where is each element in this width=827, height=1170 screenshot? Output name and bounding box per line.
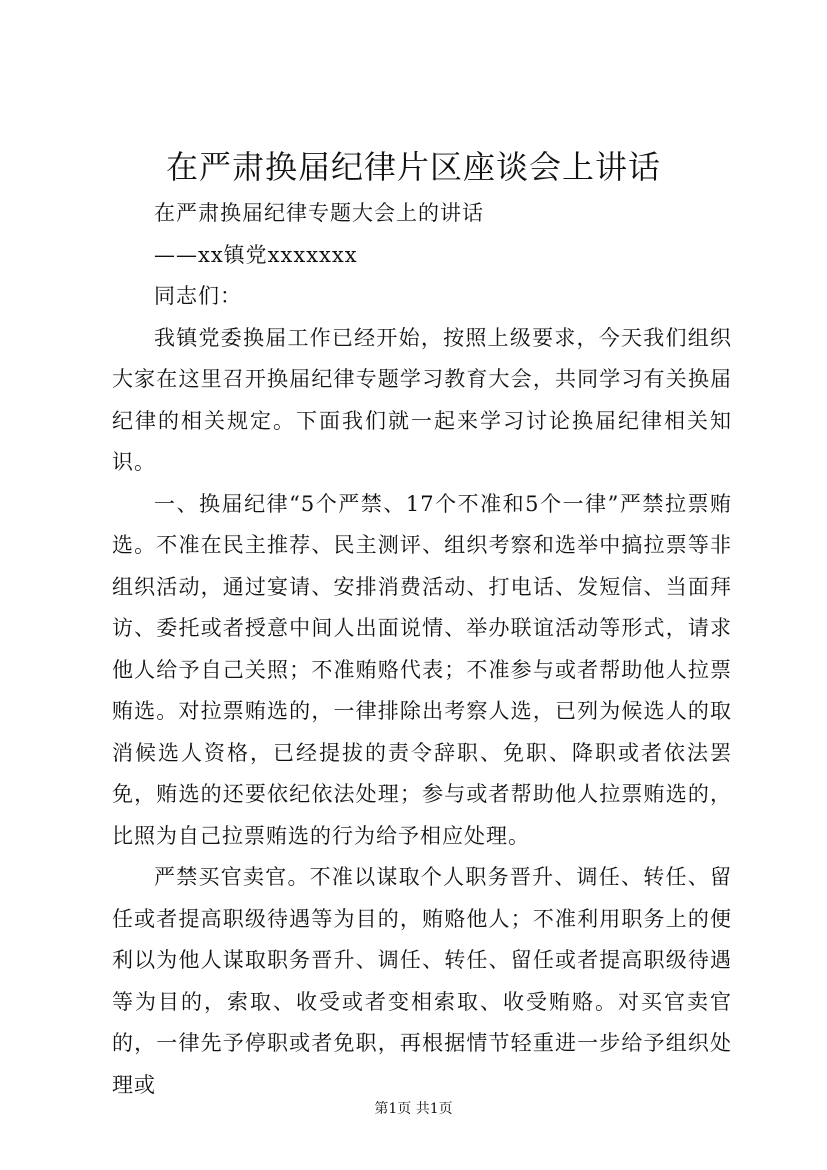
document-body [112,193,732,1106]
author-line: ——xx镇党xxxxxxx [154,242,358,267]
salutation: 同志们： [154,284,242,308]
body-paragraph: 我镇党委换届工作已经开始，按照上级要求，今天我们组织大家在这里召开换届纪律专题学习教育大会，共同学习有关换届纪律的相关规定。下面我们就一起来学习讨论换届纪律相关知识。 [112,325,732,474]
body-paragraph: 严禁买官卖官。不准以谋取个人职务晋升、调任、转任、留任或者提高职级待遇等为目的，贿赂他人；不准利用职务上的便利以为他人谋取职务晋升、调任、转任、留任或者提高职级待遇等为目的，索取、收受或者变相索取、收受贿赂。对买官卖官的，一律先予停职或者免职，再根据情节轻重进一步给予组织处理或 [112,865,732,1097]
page-footer: 第1页 共1页 [374,1101,453,1117]
body-paragraph: 一、换届纪律“5个严禁、17个不准和5个一律”严禁拉票贿选。不准在民主推荐、民主测评、组织考察和选举中搞拉票等非组织活动，通过宴请、安排消费活动、打电话、发短信、当面拜访、委托或者授意中间人出面说情、举办联谊活动等形式，请求他人给予自己关照；不准贿赂代表；不准参与或者帮助他人拉票贿选。对拉票贿选的，一律排除出考察人选，已列为候选人的取消候选人资格，已经提拔的责令辞职、免职、降职或者依法罢免，贿选的还要依纪依法处理；参与或者帮助他人拉票贿选的，比照为自己拉票贿选的行为给予相应处理。 [112,491,732,848]
subtitle-paragraph: 在严肃换届纪律专题大会上的讲话 [154,201,484,225]
document-title: 在严肃换届纪律片区座谈会上讲话 [165,148,661,186]
